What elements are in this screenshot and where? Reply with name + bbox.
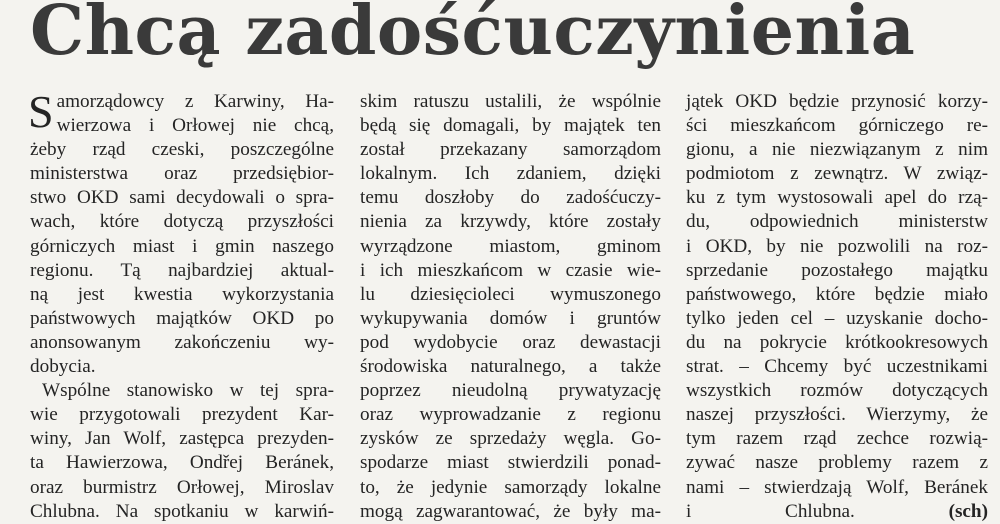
text-line: podmiotom z zewnątrz. W związ- xyxy=(686,163,988,185)
text-line: środowiska naturalnego, a także xyxy=(360,356,661,378)
text-line: nienia za krzywdy, które zostały xyxy=(360,211,661,233)
closing-text: i Chlubna. xyxy=(686,500,855,522)
article-column-2 xyxy=(360,90,661,524)
text-line: poprzez nieudolną prywatyzację xyxy=(360,380,661,402)
text-line: lokalnym. Ich zdaniem, dzięki xyxy=(360,163,661,185)
text-line: górniczych miast i gmin naszego xyxy=(30,235,334,257)
text-line: ści mieszkańcom górniczego re- xyxy=(686,115,988,137)
article-headline: Chcą zadośćuczynienia xyxy=(30,0,916,71)
text-line: wykupywania domów i gruntów xyxy=(360,307,661,329)
text-line: gionu, a nie niezwiązanym z nim xyxy=(686,139,988,161)
text-line: państwowych majątków OKD po xyxy=(30,307,334,329)
text-line: i OKD, by nie pozwolili na roz- xyxy=(686,235,988,257)
text-line: dobycia. xyxy=(30,356,96,378)
text-line: wie przygotowali prezydent Kar- xyxy=(30,404,334,426)
text-line: du na pokrycie krótkookresowych xyxy=(686,331,988,353)
text-line: wszystkich rozmów dotyczących xyxy=(686,380,988,402)
author-signature: (sch) xyxy=(948,500,988,522)
text-line: nami – stwierdzają Wolf, Beránek xyxy=(686,476,988,498)
text-line: jątek OKD będzie przynosić korzy- xyxy=(686,91,988,112)
text-line: anonsowanym zakończeniu wy- xyxy=(30,331,334,353)
text-line: naszej przyszłości. Wierzymy, że xyxy=(686,404,988,426)
text-line: wach, które dotyczą przyszłości xyxy=(30,211,334,233)
drop-cap: S xyxy=(28,86,54,137)
text-line: będą się domagali, by majątek ten xyxy=(360,115,661,137)
text-line: to, że jedynie samorządy lokalne xyxy=(360,476,661,498)
text-line: wyrządzone miastom, gminom xyxy=(360,235,661,257)
text-line: tylko jeden cel – uzyskanie docho- xyxy=(686,307,988,329)
text-line: wierzowa i Orłowej nie chcą, xyxy=(56,115,334,137)
text-line: stwo OKD sami decydowali o spra- xyxy=(30,187,334,209)
text-line: oraz burmistrz Orłowej, Miroslav xyxy=(30,476,334,498)
text-line: du, odpowiednich ministerstw xyxy=(686,211,988,233)
text-line: ku z tym wystosowali apel do rzą- xyxy=(686,187,988,209)
text-line: temu doszłoby do zadośćuczy- xyxy=(360,187,661,209)
text-line: ta Hawierzowa, Ondřej Beránek, xyxy=(30,452,334,474)
text-line: zywać nasze problemy razem z xyxy=(686,452,988,474)
text-line: żeby rząd czeski, poszczególne xyxy=(30,139,334,161)
text-line: pod wydobycie oraz dewastacji xyxy=(360,331,661,353)
text-line: sprzedanie pozostałego majątku xyxy=(686,259,988,281)
text-line: zysków ze sprzedaży węgla. Go- xyxy=(360,428,661,450)
text-line: tym razem rząd zechce rozwią- xyxy=(686,428,988,450)
text-line: skim ratuszu ustalili, że wspólnie xyxy=(360,91,661,112)
text-line: i ich mieszkańcom w czasie wie- xyxy=(360,259,661,281)
text-line: ministerstwa oraz przedsiębior- xyxy=(30,163,334,185)
text-line: strat. – Chcemy być uczestnikami xyxy=(686,356,988,378)
article-column-1 xyxy=(28,86,334,524)
text-line: mogą zagwarantować, że były ma- xyxy=(360,500,661,522)
article-column-3 xyxy=(686,90,988,524)
text-line: państwowego, które będzie miało xyxy=(686,283,988,305)
text-line: Chlubna. Na spotkaniu w karwiń- xyxy=(30,500,334,522)
text-line: lu dziesięcioleci wymuszonego xyxy=(360,283,661,305)
text-line: regionu. Tą najbardziej aktual- xyxy=(30,259,334,281)
text-line: oraz wyprowadzanie z regionu xyxy=(360,404,661,426)
text-line: Wspólne stanowisko w tej spra- xyxy=(42,380,334,402)
text-line: ną jest kwestia wykorzystania xyxy=(30,283,334,305)
text-line: Samorządowcy z Karwiny, Ha- xyxy=(28,86,334,137)
closing-line xyxy=(686,500,988,524)
text-line: spodarze miast stwierdzili ponad- xyxy=(360,452,661,474)
text-line: winy, Jan Wolf, zastępca prezyden- xyxy=(30,428,334,450)
text-line: został przekazany samorządom xyxy=(360,139,661,161)
